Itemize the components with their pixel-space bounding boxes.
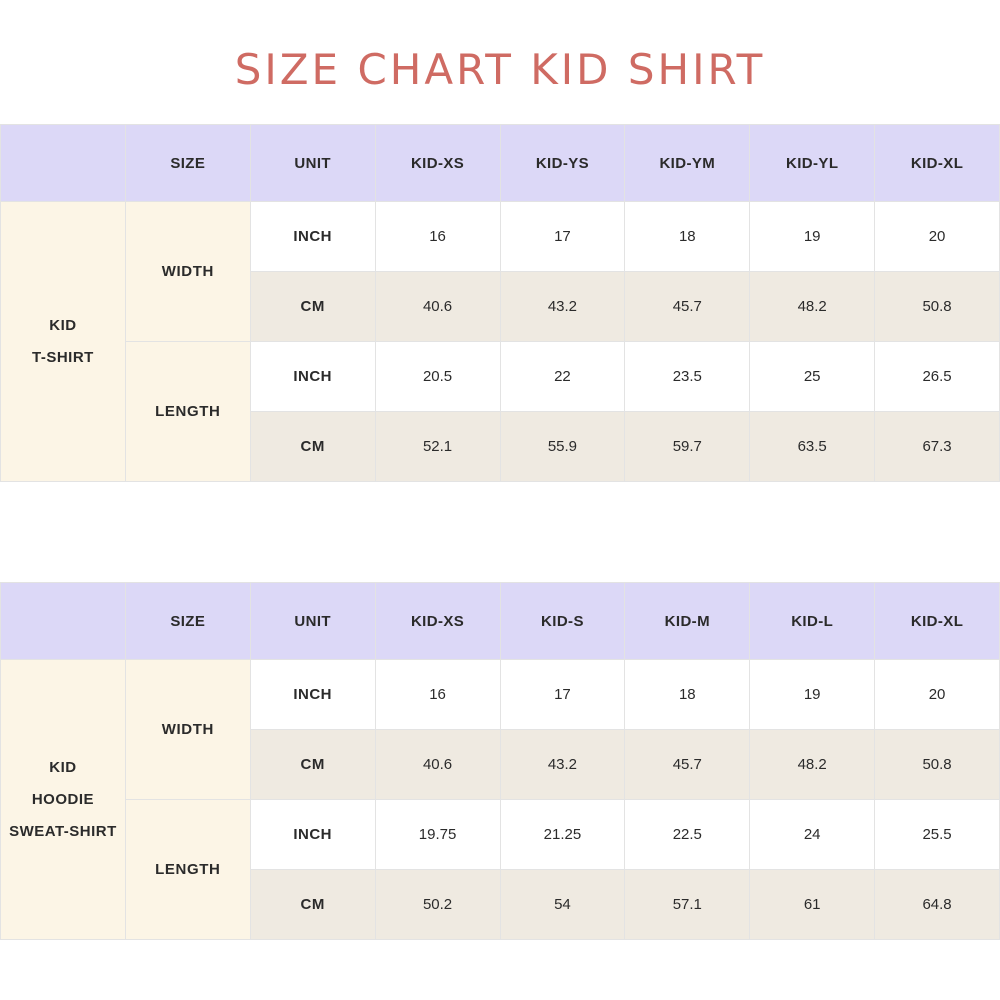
header-cell-blank xyxy=(1,583,126,660)
value-cell: 48.2 xyxy=(750,730,875,800)
header-cell-size-3: KID-YM xyxy=(625,125,750,202)
header-cell-size-1: KID-XS xyxy=(375,583,500,660)
header-cell-size-5: KID-XL xyxy=(875,125,1000,202)
value-cell: 16 xyxy=(375,660,500,730)
category-label-kid-tshirt xyxy=(1,202,126,482)
value-cell: 48.2 xyxy=(750,272,875,342)
header-cell-size-4: KID-L xyxy=(750,583,875,660)
dimension-label-length: LENGTH xyxy=(125,342,250,482)
value-cell: 50.2 xyxy=(375,870,500,940)
table-header-row xyxy=(1,583,1000,660)
value-cell: 23.5 xyxy=(625,342,750,412)
value-cell: 20 xyxy=(875,660,1000,730)
value-cell: 25.5 xyxy=(875,800,1000,870)
table-header-row xyxy=(1,125,1000,202)
header-cell-size-5: KID-XL xyxy=(875,583,1000,660)
header-cell-unit: UNIT xyxy=(250,583,375,660)
header-cell-size-2: KID-S xyxy=(500,583,625,660)
value-cell: 40.6 xyxy=(375,730,500,800)
value-cell: 19 xyxy=(750,660,875,730)
value-cell: 17 xyxy=(500,202,625,272)
value-cell: 18 xyxy=(625,202,750,272)
table-row xyxy=(1,800,1000,870)
category-line-2: T-SHIRT xyxy=(32,348,94,366)
value-cell: 17 xyxy=(500,660,625,730)
value-cell: 16 xyxy=(375,202,500,272)
value-cell: 55.9 xyxy=(500,412,625,482)
header-cell-size: SIZE xyxy=(125,583,250,660)
table-row xyxy=(1,202,1000,272)
header-cell-size-2: KID-YS xyxy=(500,125,625,202)
unit-label: INCH xyxy=(250,342,375,412)
unit-label: CM xyxy=(250,870,375,940)
size-table-kid-tshirt xyxy=(0,124,1000,482)
value-cell: 57.1 xyxy=(625,870,750,940)
dimension-label-width: WIDTH xyxy=(125,660,250,800)
unit-label: CM xyxy=(250,412,375,482)
unit-label: CM xyxy=(250,272,375,342)
value-cell: 43.2 xyxy=(500,730,625,800)
value-cell: 61 xyxy=(750,870,875,940)
value-cell: 19 xyxy=(750,202,875,272)
page-title: SIZE CHART KID SHIRT xyxy=(234,45,766,94)
header-cell-unit: UNIT xyxy=(250,125,375,202)
value-cell: 24 xyxy=(750,800,875,870)
table-row xyxy=(1,660,1000,730)
unit-label: INCH xyxy=(250,202,375,272)
value-cell: 64.8 xyxy=(875,870,1000,940)
category-line-1: KID xyxy=(49,316,77,334)
value-cell: 20 xyxy=(875,202,1000,272)
value-cell: 50.8 xyxy=(875,272,1000,342)
table-wrapper-kid-hoodie xyxy=(0,582,1000,940)
value-cell: 22.5 xyxy=(625,800,750,870)
value-cell: 45.7 xyxy=(625,272,750,342)
dimension-label-width: WIDTH xyxy=(125,202,250,342)
value-cell: 50.8 xyxy=(875,730,1000,800)
value-cell: 25 xyxy=(750,342,875,412)
value-cell: 22 xyxy=(500,342,625,412)
unit-label: CM xyxy=(250,730,375,800)
value-cell: 52.1 xyxy=(375,412,500,482)
value-cell: 59.7 xyxy=(625,412,750,482)
header-cell-size-3: KID-M xyxy=(625,583,750,660)
value-cell: 18 xyxy=(625,660,750,730)
table-wrapper-kid-tshirt xyxy=(0,124,1000,482)
size-table-kid-hoodie xyxy=(0,582,1000,940)
unit-label: INCH xyxy=(250,660,375,730)
value-cell: 40.6 xyxy=(375,272,500,342)
value-cell: 63.5 xyxy=(750,412,875,482)
dimension-label-length: LENGTH xyxy=(125,800,250,940)
header-cell-blank xyxy=(1,125,126,202)
value-cell: 67.3 xyxy=(875,412,1000,482)
header-cell-size-1: KID-XS xyxy=(375,125,500,202)
header-cell-size-4: KID-YL xyxy=(750,125,875,202)
header-cell-size: SIZE xyxy=(125,125,250,202)
value-cell: 26.5 xyxy=(875,342,1000,412)
value-cell: 19.75 xyxy=(375,800,500,870)
category-label-kid-hoodie xyxy=(1,660,126,940)
value-cell: 54 xyxy=(500,870,625,940)
category-line-2: HOODIE SWEAT-SHIRT xyxy=(9,790,117,840)
table-row xyxy=(1,342,1000,412)
unit-label: INCH xyxy=(250,800,375,870)
value-cell: 45.7 xyxy=(625,730,750,800)
value-cell: 21.25 xyxy=(500,800,625,870)
value-cell: 20.5 xyxy=(375,342,500,412)
value-cell: 43.2 xyxy=(500,272,625,342)
table-spacer xyxy=(0,482,1000,582)
category-line-1: KID xyxy=(49,758,77,776)
